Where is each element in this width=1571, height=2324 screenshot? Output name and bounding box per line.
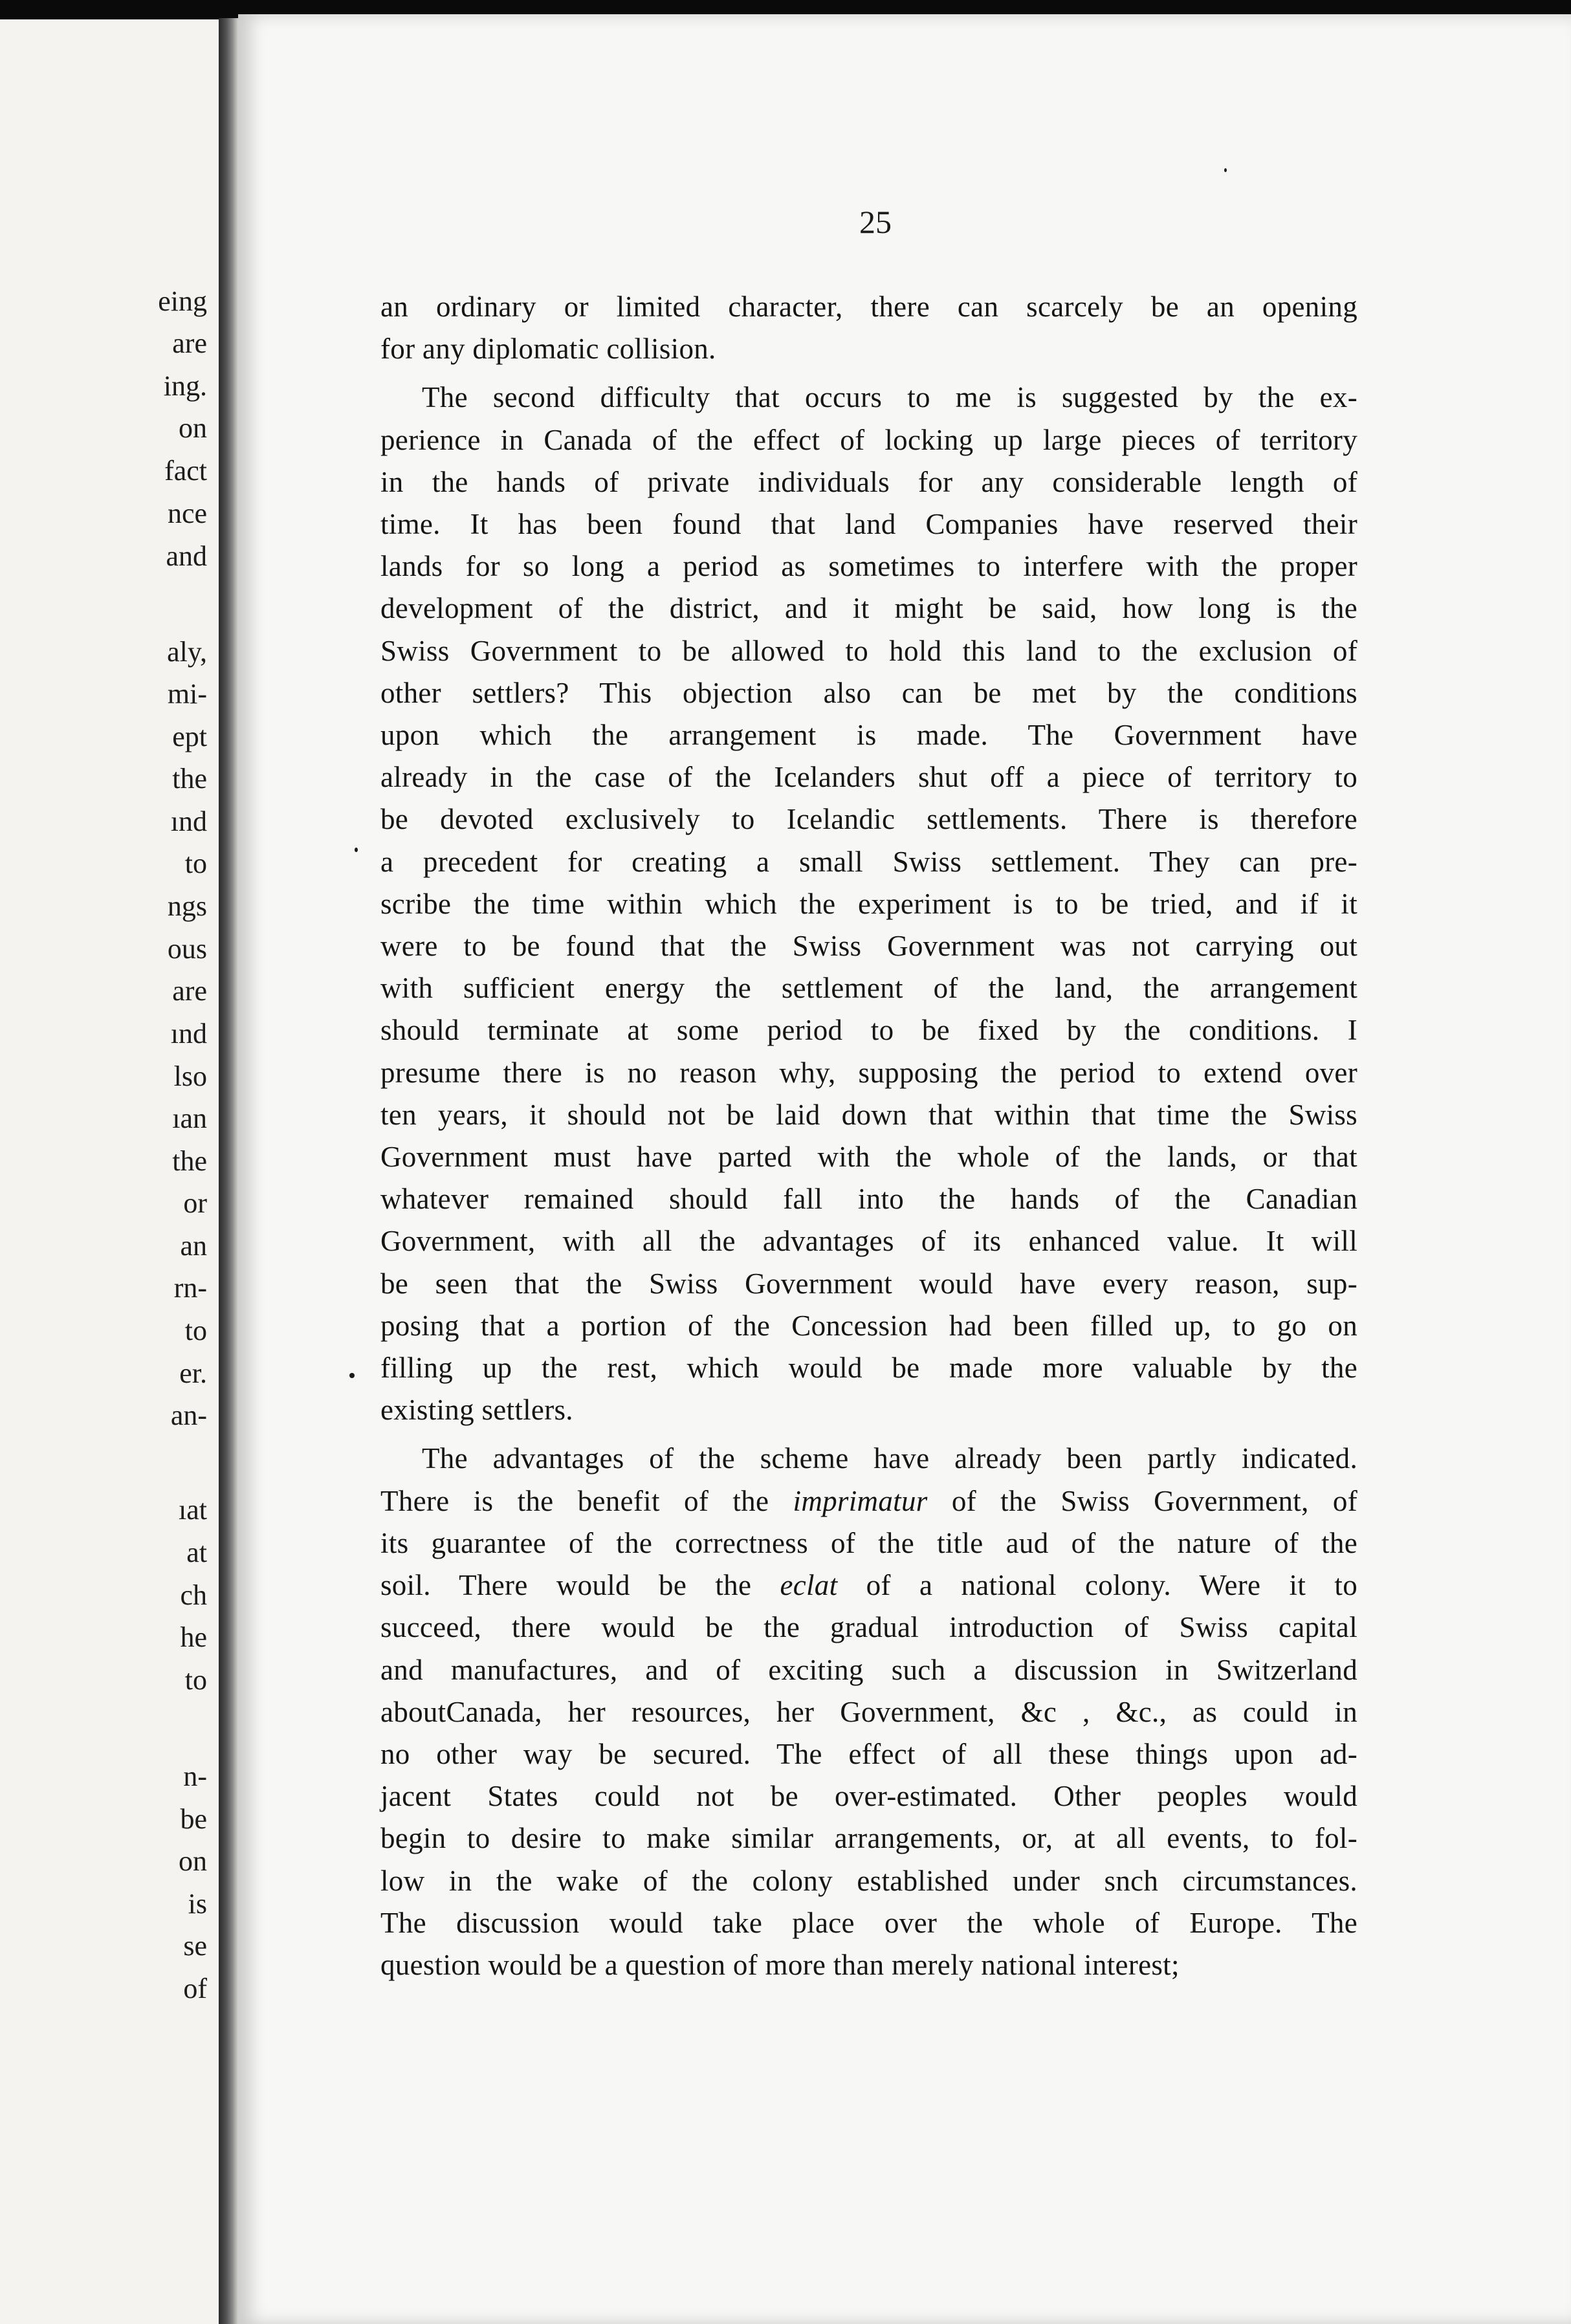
page-number: 25 xyxy=(859,204,892,240)
previous-page-line-fragment: aly, xyxy=(167,636,207,668)
book-page xyxy=(238,14,1571,2324)
text-line: filling up the rest, which would be made more valuable by the xyxy=(380,1352,1357,1385)
text-line: posing that a portion of the Concession had been filled up, to go on xyxy=(380,1309,1357,1342)
previous-page-line-fragment: to xyxy=(184,1315,207,1346)
previous-page-line-fragment: are xyxy=(172,327,207,359)
text-line: be devoted exclusively to Icelandic settlements. There is therefore xyxy=(380,803,1357,836)
text-line: its guarantee of the correctness of the title aud of the nature of the xyxy=(380,1526,1357,1559)
previous-page-line-fragment: ch xyxy=(180,1579,207,1611)
previous-page-line-fragment: ngs xyxy=(167,890,207,922)
previous-page-line-fragment: fact xyxy=(164,455,207,487)
page-body-text xyxy=(380,286,1357,1986)
previous-page-line-fragment: ıat xyxy=(179,1494,207,1526)
previous-page-line-fragment: on xyxy=(179,1845,207,1877)
previous-page-line-fragment: or xyxy=(183,1187,207,1219)
text-line: already in the case of the Icelanders shut off a piece of territory to xyxy=(380,761,1357,794)
text-line: soil. There would be the eclat of a national colony. Were it to xyxy=(380,1569,1357,1602)
book-gutter xyxy=(219,18,238,2324)
text-line: perience in Canada of the effect of locking up large pieces of territory xyxy=(380,423,1357,456)
text-line: and manufactures, and of exciting such a discussion in Switzerland xyxy=(380,1653,1357,1686)
text-line: whatever remained should fall into the hands of the Canadian xyxy=(380,1183,1357,1216)
previous-page-line-fragment: nce xyxy=(167,498,207,529)
text-line: be seen that the Swiss Government would have every reason, sup- xyxy=(380,1267,1357,1300)
text-line: low in the wake of the colony established under snch circumstances. xyxy=(380,1864,1357,1897)
text-line: an ordinary or limited character, there can scarcely be an opening xyxy=(380,290,1357,323)
text-line: lands for so long a period as sometimes to interfere with the proper xyxy=(380,550,1357,583)
previous-page-line-fragment: ınd xyxy=(170,806,207,837)
text-line: question would be a question of more than merely national interest; xyxy=(380,1948,1180,1981)
previous-page-line-fragment: ing. xyxy=(163,370,207,402)
text-line: aboutCanada, her resources, her Government, &c , &c., as could in xyxy=(380,1695,1357,1728)
previous-page-line-fragment: mi- xyxy=(167,678,207,710)
previous-page-line-fragment: on xyxy=(179,412,207,444)
previous-page-line-fragment: er. xyxy=(179,1357,207,1389)
ink-speck xyxy=(349,1373,355,1378)
previous-page-line-fragment: he xyxy=(180,1621,207,1653)
previous-page-line-fragment: be xyxy=(180,1803,207,1835)
text-line: should terminate at some period to be fixed by the conditions. I xyxy=(380,1014,1357,1047)
text-line: succeed, there would be the gradual introduction of Swiss capital xyxy=(380,1611,1357,1644)
text-line: presume there is no reason why, supposing the period to extend over xyxy=(380,1056,1357,1089)
previous-page-line-fragment: is xyxy=(188,1888,207,1920)
text-line: jacent States could not be over-estimated. Other peoples would xyxy=(380,1780,1357,1813)
previous-page-line-fragment: to xyxy=(184,1664,207,1696)
previous-page-line-fragment: n- xyxy=(183,1760,207,1792)
previous-page-fragment xyxy=(0,19,219,2324)
previous-page-line-fragment: of xyxy=(183,1973,207,2004)
previous-page-line-fragment: at xyxy=(186,1537,207,1568)
text-line: The advantages of the scheme have already been partly indicated. xyxy=(422,1442,1357,1475)
previous-page-line-fragment: an xyxy=(180,1230,207,1262)
text-line: There is the benefit of the imprimatur of the Swiss Government, of xyxy=(380,1484,1357,1517)
previous-page-line-fragment: the xyxy=(172,1145,207,1177)
text-line: in the hands of private individuals for any considerable length of xyxy=(380,465,1357,498)
text-line: with sufficient energy the settlement of the land, the arrangement xyxy=(380,972,1357,1005)
previous-page-line-fragment: se xyxy=(183,1930,207,1962)
previous-page-line-fragment: to xyxy=(184,848,207,879)
text-line: time. It has been found that land Companies have reserved their xyxy=(380,508,1357,541)
text-line: existing settlers. xyxy=(380,1394,573,1427)
text-line: other settlers? This objection also can be met by the conditions xyxy=(380,676,1357,709)
previous-page-line-fragment: ıan xyxy=(172,1102,207,1134)
previous-page-line-fragment: eing xyxy=(158,285,207,317)
text-line: development of the district, and it might be said, how long is the xyxy=(380,592,1357,625)
text-line: a precedent for creating a small Swiss settlement. They can pre- xyxy=(380,845,1357,878)
paragraph-gap xyxy=(380,370,1357,377)
paragraph-gap xyxy=(380,1431,1357,1438)
text-line: were to be found that the Swiss Government was not carrying out xyxy=(380,930,1357,963)
text-line: Swiss Government to be allowed to hold this land to the exclusion of xyxy=(380,634,1357,667)
text-line: The discussion would take place over the whole of Europe. The xyxy=(380,1906,1357,1939)
previous-page-line-fragment: an- xyxy=(170,1399,207,1431)
text-line: ten years, it should not be laid down that within that time the Swiss xyxy=(380,1098,1357,1131)
previous-page-line-fragment: ept xyxy=(172,721,207,752)
previous-page-line-fragment: ous xyxy=(167,933,207,965)
text-line: The second difficulty that occurs to me is suggested by the ex- xyxy=(422,381,1357,414)
text-line: begin to desire to make similar arrangements, or, at all events, to fol- xyxy=(380,1822,1357,1855)
previous-page-line-fragment: ınd xyxy=(170,1018,207,1049)
text-line: no other way be secured. The effect of all these things upon ad- xyxy=(380,1737,1357,1770)
previous-page-line-fragment: rn- xyxy=(173,1272,207,1304)
text-line: upon which the arrangement is made. The Government have xyxy=(380,719,1357,752)
previous-page-line-fragment: lso xyxy=(173,1060,207,1092)
previous-page-line-fragment: are xyxy=(172,975,207,1007)
text-line: for any diplomatic collision. xyxy=(380,333,716,366)
text-line: Government, with all the advantages of its enhanced value. It will xyxy=(380,1225,1357,1258)
previous-page-line-fragment: and xyxy=(166,540,207,572)
text-line: Government must have parted with the whole of the lands, or that xyxy=(380,1141,1357,1174)
previous-page-line-fragment: the xyxy=(172,763,207,795)
text-line: scribe the time within which the experiment is to be tried, and if it xyxy=(380,887,1357,920)
ink-speck xyxy=(355,848,358,852)
ink-speck xyxy=(1224,168,1227,172)
